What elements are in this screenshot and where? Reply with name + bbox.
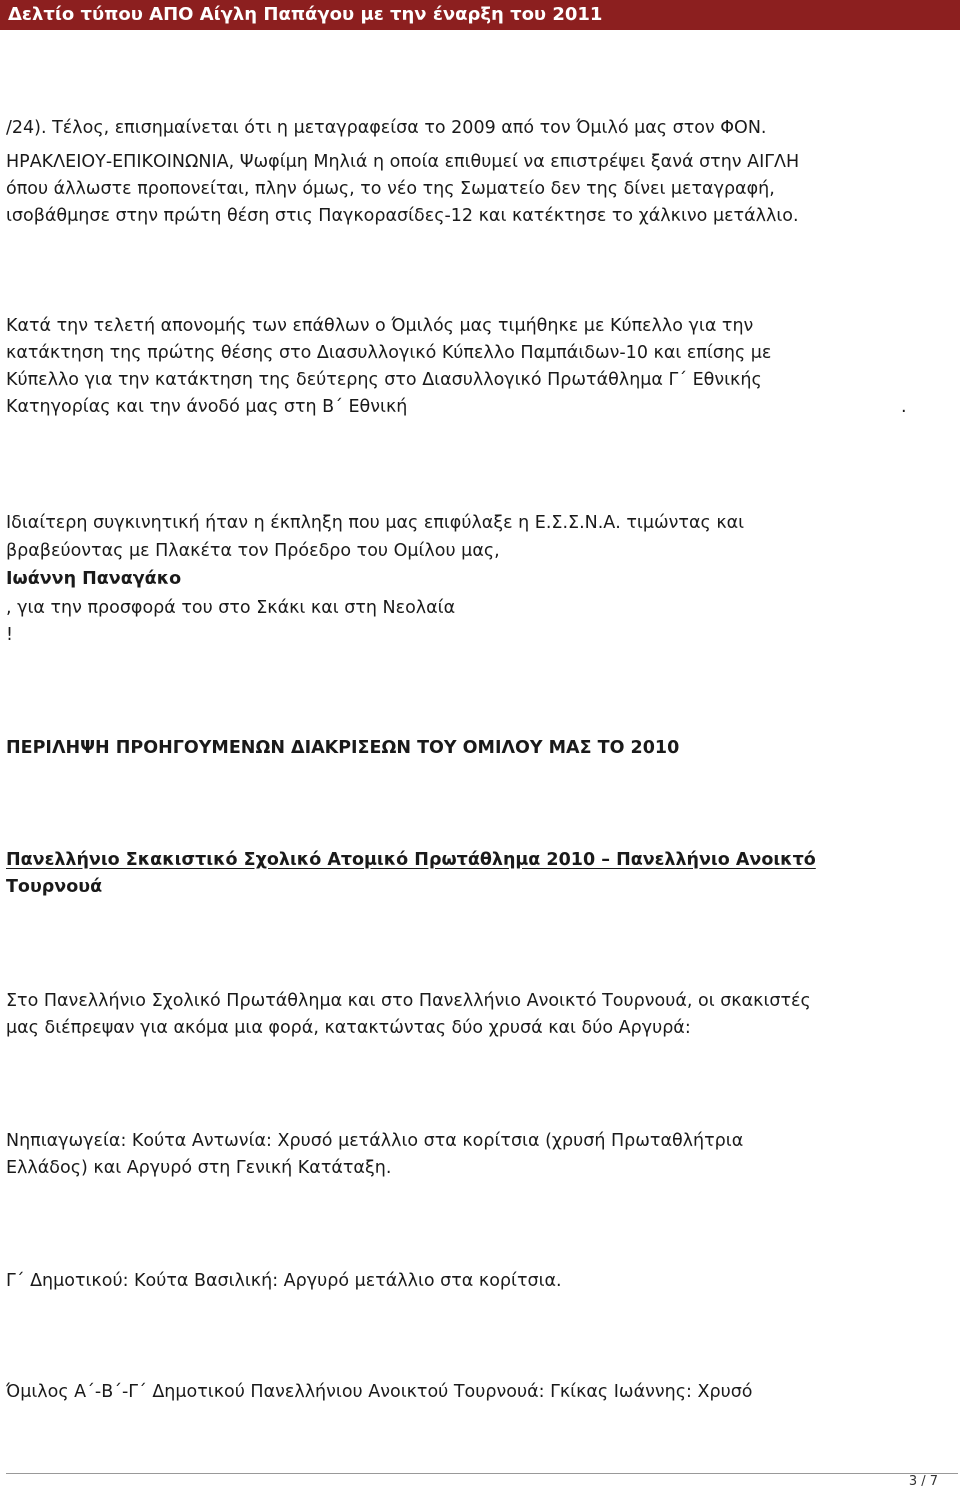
paragraph-line: Όμιλος Α΄-Β΄-Γ΄ Δημοτικού Πανελλήνιου Ανοικτού Τουρνουά: Γκίκας Ιωάννης: Χρυσό — [6, 1382, 753, 1402]
page-number: 3 / 7 — [908, 1474, 938, 1489]
footer-divider — [6, 1473, 958, 1474]
paragraph-line: ισοβάθμησε στην πρώτη θέση στις Παγκορασίδες-12 και κατέκτησε το χάλκινο μετάλλιο. — [6, 206, 799, 226]
paragraph-line: Κατά την τελετή απονομής των επάθλων ο Όμιλός μας τιμήθηκε με Κύπελλο για την — [6, 316, 754, 336]
paragraph-line: ! — [6, 625, 14, 645]
subheading-line: Πανελλήνιο Σκακιστικό Σχολικό Ατομικό Πρωτάθλημα 2010 – Πανελλήνιο Ανοικτό — [6, 850, 816, 870]
paragraph-line: Ιδιαίτερη συγκινητική ήταν η έκπληξη που μας επιφύλαξε η Ε.Σ.Σ.Ν.Α. τιμώντας και — [6, 513, 745, 533]
paragraph-line: Κύπελλο για την κατάκτηση της δεύτερης στο Διασυλλογικό Πρωτάθλημα Γ΄ Εθνικής — [6, 370, 762, 390]
document-title: Δελτίο τύπου ΑΠΟ Αίγλη Παπάγου με την έναρξη του 2011 — [8, 4, 603, 25]
paragraph-line: Ελλάδος) και Αργυρό στη Γενική Κατάταξη. — [6, 1158, 392, 1178]
president-name: Ιωάννη Παναγάκο — [6, 569, 182, 589]
section-heading: ΠΕΡΙΛΗΨΗ ΠΡΟΗΓΟΥΜΕΝΩΝ ΔΙΑΚΡΙΣΕΩΝ ΤΟΥ ΟΜΙΛΟΥ ΜΑΣ ΤΟ 2010 — [6, 738, 680, 758]
paragraph-line: μας διέπρεψαν για ακόμα μια φορά, κατακτώντας δύο χρυσά και δύο Αργυρά: — [6, 1018, 691, 1038]
paragraph-line: Γ΄ Δημοτικού: Κούτα Βασιλική: Αργυρό μετάλλιο στα κορίτσια. — [6, 1271, 562, 1291]
subheading-line: Τουρνουά — [6, 877, 103, 897]
paragraph-line: , για την προσφορά του στο Σκάκι και στη Νεολαία — [6, 598, 456, 618]
paragraph-line: /24). Τέλος, επισημαίνεται ότι η μεταγραφείσα το 2009 από τον Όμιλό μας στον ΦΟΝ. — [6, 118, 767, 138]
page-header — [0, 0, 960, 30]
paragraph-line: Στο Πανελλήνιο Σχολικό Πρωτάθλημα και στο Πανελλήνιο Ανοικτό Τουρνουά, οι σκακιστές — [6, 991, 811, 1011]
paragraph-line: Κατηγορίας και την άνοδό μας στη Β΄ Εθνική — [6, 397, 408, 417]
paragraph-line: βραβεύοντας με Πλακέτα τον Πρόεδρο του Ομίλου μας, — [6, 541, 500, 561]
paragraph-line: Νηπιαγωγεία: Κούτα Αντωνία: Χρυσό μετάλλιο στα κορίτσια (χρυσή Πρωταθλήτρια — [6, 1131, 744, 1151]
paragraph-period: . — [901, 397, 907, 417]
paragraph-line: ΗΡΑΚΛΕΙΟΥ-ΕΠΙΚΟΙΝΩΝΙΑ, Ψωφίμη Μηλιά η οποία επιθυμεί να επιστρέψει ξανά στην ΑΙΓΛΗ — [6, 152, 800, 172]
paragraph-line: κατάκτηση της πρώτης θέσης στο Διασυλλογικό Κύπελλο Παμπάιδων-10 και επίσης με — [6, 343, 772, 363]
paragraph-line: όπου άλλωστε προπονείται, πλην όμως, το νέο της Σωματείο δεν της δίνει μεταγραφή, — [6, 179, 775, 199]
